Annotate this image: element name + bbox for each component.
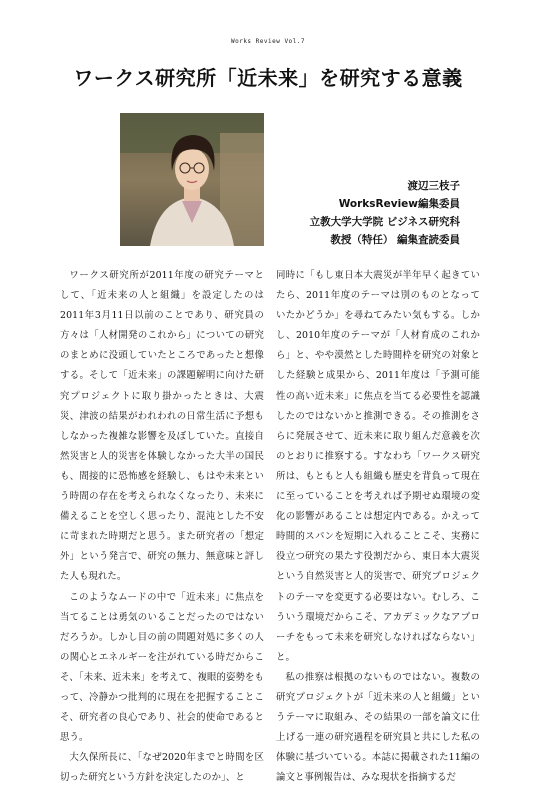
paragraph: このようなムードの中で「近未来」に焦点を当てることは勇気のいることだったのではないだろうか。しかし目の前の問題対処に多くの人の関心とエネルギーを注がれている時だからこそ、「未来、近未来」を考えて、複眼的姿勢をもって、冷静かつ批判的に現在を把握することこそ、研究者の良心であり、社会的使命であると思う。 xyxy=(60,591,264,744)
author-title: 教授（特任） 編集査読委員 xyxy=(330,234,460,246)
body-column-left xyxy=(60,266,264,788)
portrait-image xyxy=(120,113,264,246)
author-role: WorksReview編集委員 xyxy=(338,198,460,210)
author-affiliation: 立教大学大学院 ビジネス研究科 xyxy=(309,216,460,228)
running-header: Works Review Vol.7 xyxy=(230,38,306,45)
author-name: 渡辺三枝子 xyxy=(407,180,460,192)
paragraph: 私の推察は根拠のないものではない。複数の研究プロジェクトが「近未来の人と組織」というテーマに取組み、その結果の一部を論文に仕上げる一連の研究過程を研究員と共にした私の体験に基づいている。本誌に掲載された11編の論文と事例報告は、みな現状を指摘するだ xyxy=(276,671,480,784)
paragraph: ワークス研究所が2011年度の研究テーマとして、「近未来の人と組織」を設定したのは2011年3月11日以前のことであり、研究員の方々は「人材開発のこれから」についての研究のまとめに没頭していたところであったと想像する。そして「近未来」の課題解明に向けた研究プロジェクトに取り掛かったときは、大震災、津波の結果がわれわれの日常生活に予想もしなかった複雑な影響を及ぼしていた。直接自然災害と人的災害を体験しなかった大半の国民も、間接的に恐怖感を経験し、もはや未来という時間の存在を考えられなくなったり、未来に備えることを空しく思ったり、混沌とした不安に苛まれた時期だと思う。また研究者の「想定外」という発言で、研究の無力、無意味と評した人も現れた。 xyxy=(60,270,264,583)
paragraph: 同時に「もし東日本大震災が半年早く起きていたら、2011年度のテーマは別のものとなっていたかどうか」を尋ねてみたい気もする。しかし、2010年度のテーマが「人材育成のこれから」と、やや漠然とした時間枠を研究の対象とした経験と成果から、2011年度は「予測可能性の高い近未来」に焦点を当てる必要性を認識したのではないかと推測できる。その推測をさらに発展させて、近未来に取り組んだ意義を次のとおりに推察する。すなわち「ワークス研究所は、もともと人も組織も歴史を背負って現在に至っていることを考えれば予期せぬ環境の変化の影響があることは想定内である。かえって時間的スパンを短期に入れることこそ、実務に役立つ研究の果たす役割だから、東日本大震災という自然災害と人的災害で、研究プロジェクトのテーマを変更する必要はない。むしろ、こういう環境だからこそ、アカデミックなアプローチをもって未来を研究しなければならない」と。 xyxy=(276,270,480,663)
author-photo xyxy=(120,113,264,246)
page-title: ワークス研究所「近未来」を研究する意義 xyxy=(73,66,463,90)
body-column-right xyxy=(276,266,480,788)
author-block xyxy=(260,177,460,249)
paragraph: 大久保所長に、「なぜ2020年までと時間を区切った研究という方針を決定したのか」、と xyxy=(60,752,264,784)
